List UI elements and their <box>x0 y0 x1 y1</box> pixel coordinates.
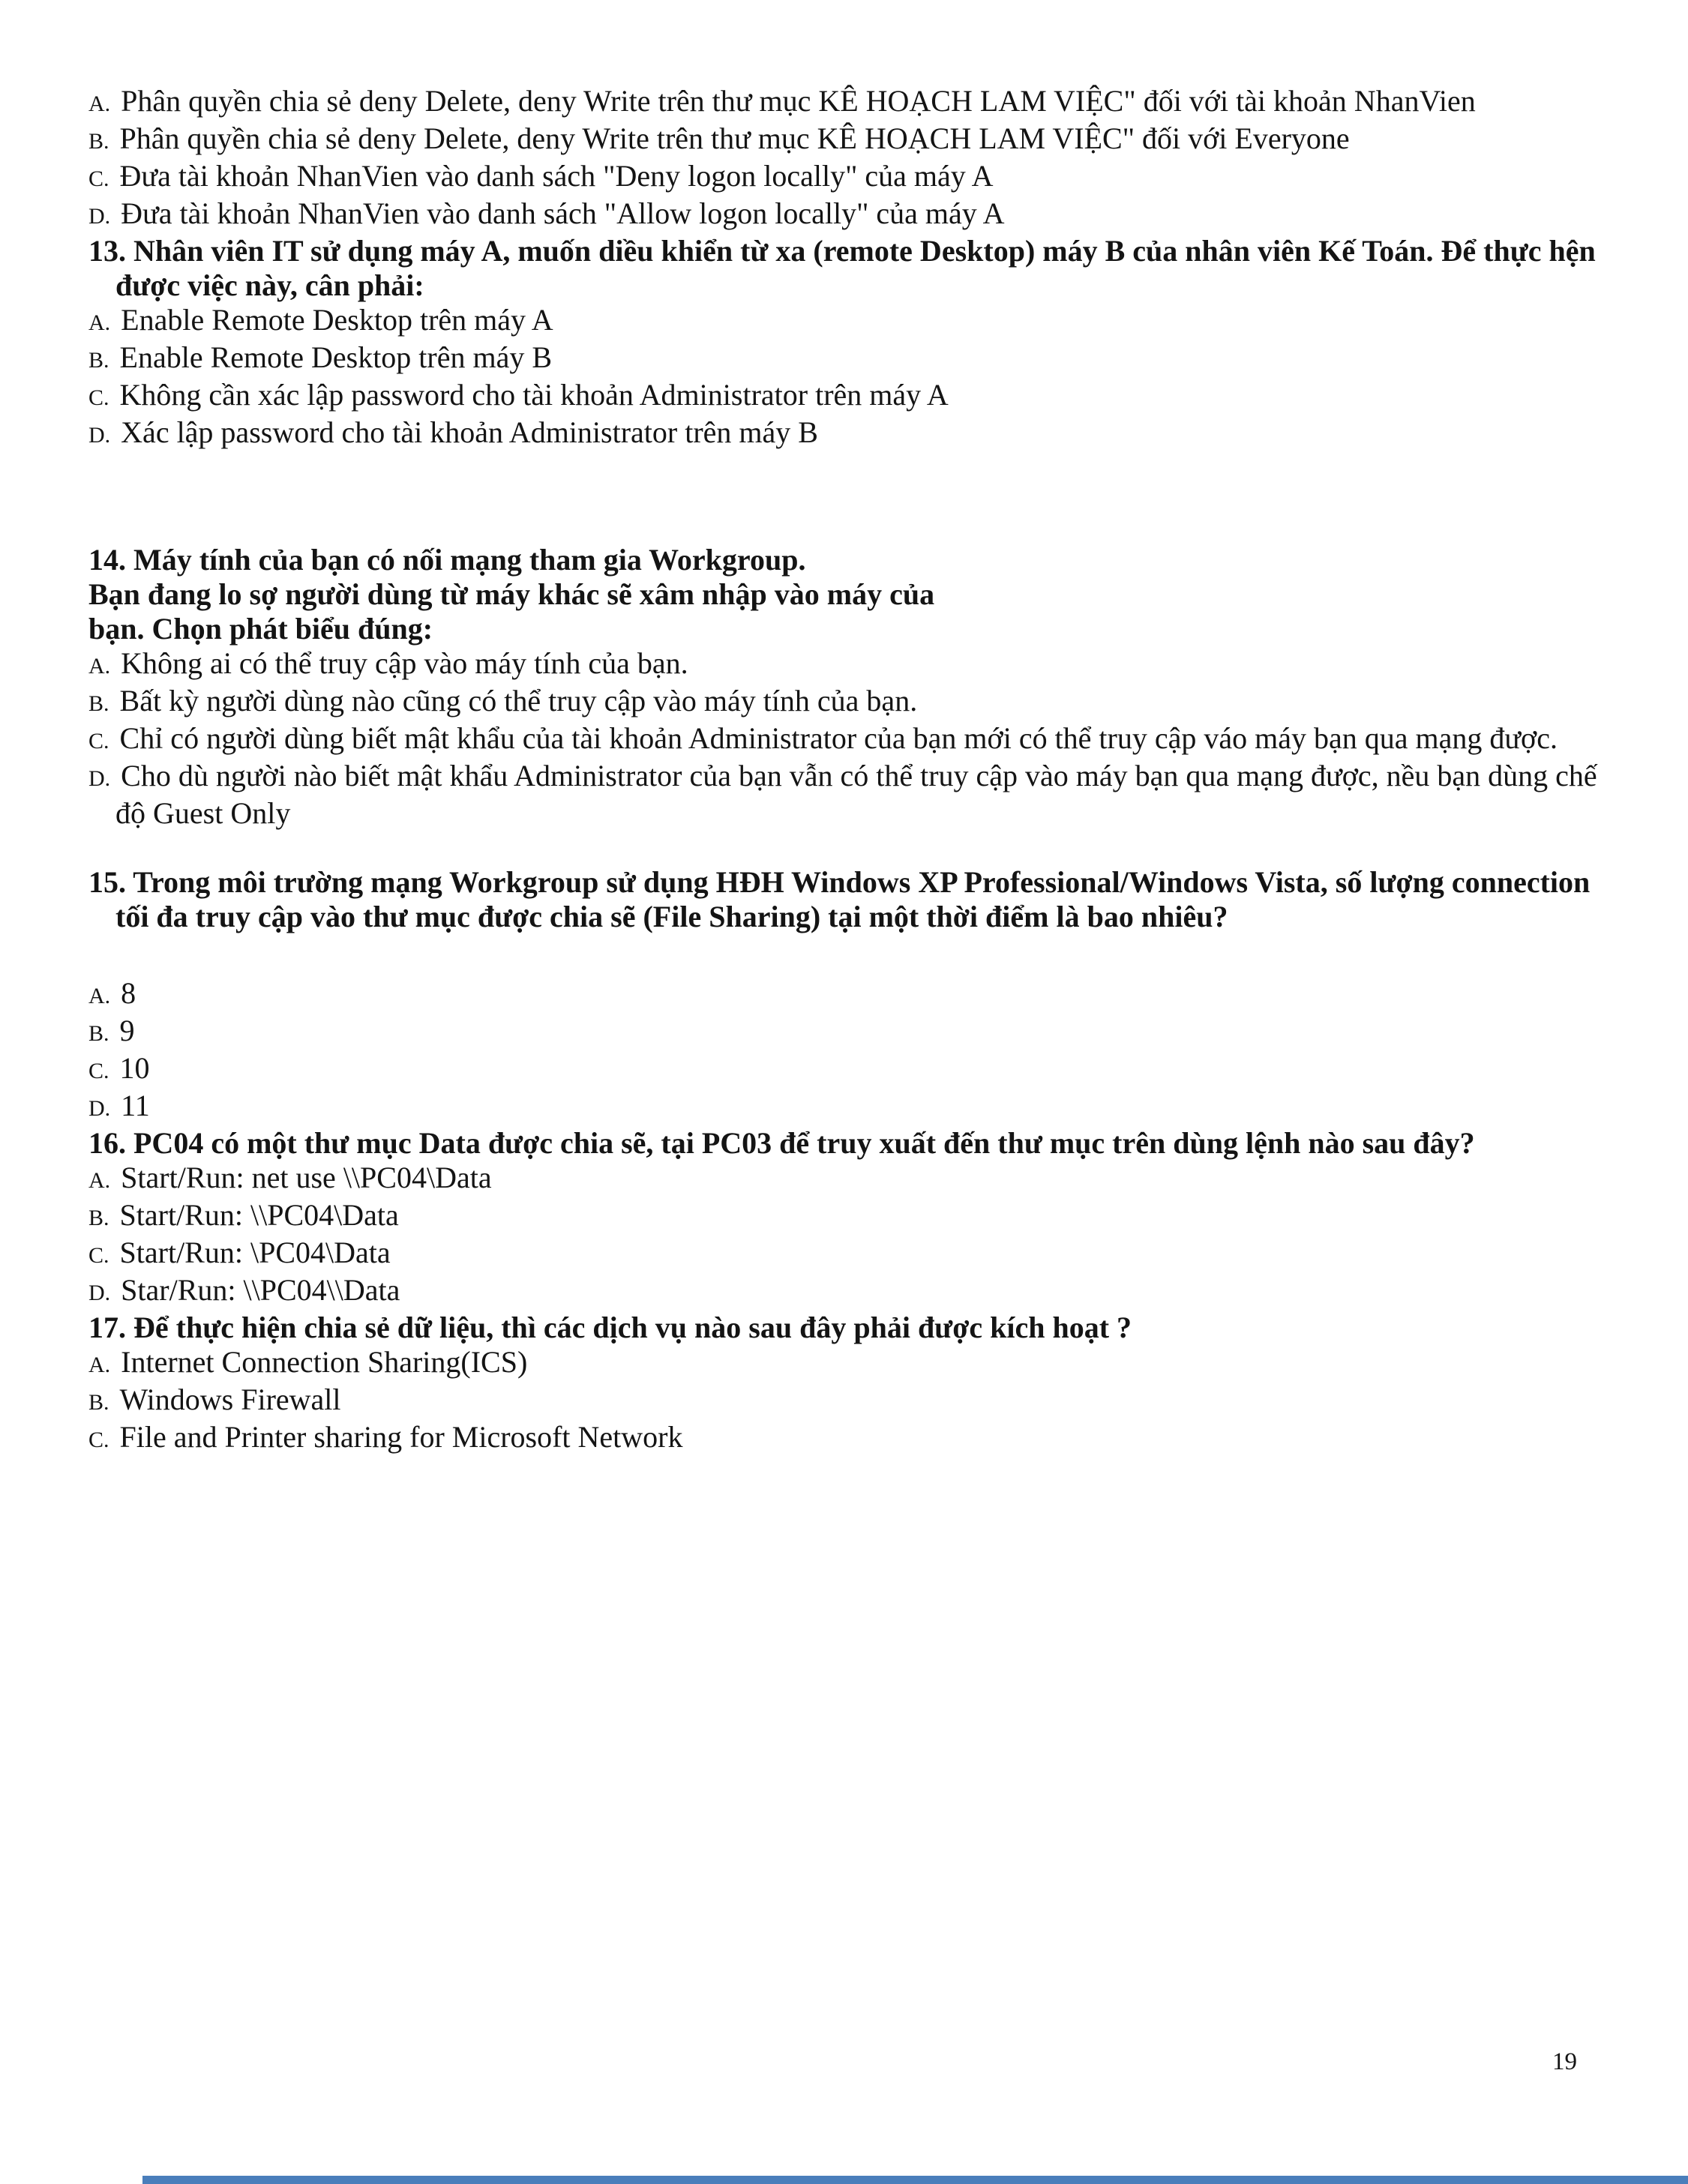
option-text: Phân quyền chia sẻ deny Delete, deny Write trên thư mục KÊ HOẠCH LAM VIỆC" đối với Everyone <box>119 121 1350 155</box>
answer-option <box>88 121 1604 159</box>
option-letter: C. <box>88 1428 109 1452</box>
option-text: Start/Run: \PC04\Data <box>119 1236 391 1269</box>
answer-option <box>88 196 1604 234</box>
answer-option <box>88 721 1604 759</box>
option-text: Xác lập password cho tài khoản Administrator trên máy B <box>121 415 818 449</box>
answer-option <box>88 1014 1604 1051</box>
option-letter: A. <box>88 310 111 335</box>
answer-option <box>88 684 1604 721</box>
answer-option <box>88 84 1604 121</box>
document-body <box>88 84 1604 1457</box>
vertical-space <box>88 934 1604 976</box>
option-text: Internet Connection Sharing(ICS) <box>121 1345 528 1379</box>
option-letter: A. <box>88 654 111 679</box>
answer-option <box>88 1198 1604 1236</box>
answer-option <box>88 1420 1604 1457</box>
option-letter: C. <box>88 385 109 410</box>
option-text: File and Printer sharing for Microsoft Network <box>119 1420 683 1454</box>
option-letter: C. <box>88 1059 109 1083</box>
option-text: Đưa tài khoản NhanVien vào danh sách "Deny logon locally" của máy A <box>119 159 994 193</box>
option-text: Start/Run: \\PC04\Data <box>119 1198 399 1232</box>
answer-option <box>88 303 1604 340</box>
answer-option <box>88 759 1604 831</box>
option-letter: D. <box>88 766 111 791</box>
answer-option <box>88 1161 1604 1198</box>
footer-accent-bar <box>142 2176 1688 2184</box>
answer-option <box>88 1383 1604 1420</box>
question-text-line: bạn. Chọn phát biểu đúng: <box>88 612 433 646</box>
vertical-space <box>88 831 1604 865</box>
option-letter: D. <box>88 204 111 229</box>
option-text: Cho dù người nào biết mật khẩu Administrator của bạn vẫn có thể truy cập vào máy bạn qua mạng được, nều bạn dùng chế độ Guest Only <box>115 759 1597 830</box>
answer-option <box>88 378 1604 415</box>
option-letter: A. <box>88 1168 111 1193</box>
question-text-line: Bạn đang lo sợ người dùng từ máy khác sẽ xâm nhập vào máy của <box>88 577 935 611</box>
option-text: Chỉ có người dùng biết mật khẩu của tài khoản Administrator của bạn mới có thể truy cập váo máy bạn qua mạng được. <box>119 721 1558 755</box>
option-text: Bất kỳ người dùng nào cũng có thể truy cập vào máy tính của bạn. <box>119 684 918 718</box>
option-letter: D. <box>88 1096 111 1121</box>
answer-option <box>88 1273 1604 1311</box>
answer-option <box>88 415 1604 453</box>
answer-option <box>88 1051 1604 1089</box>
option-text: 9 <box>119 1014 135 1047</box>
option-text: Star/Run: \\PC04\\Data <box>121 1273 400 1307</box>
answer-option <box>88 340 1604 378</box>
option-letter: B. <box>88 1206 109 1230</box>
option-letter: D. <box>88 423 111 448</box>
option-text: Phân quyền chia sẻ deny Delete, deny Write trên thư mục KÊ HOẠCH LAM VIỆC" đối với tài khoản NhanVien <box>121 84 1476 118</box>
option-letter: A. <box>88 1353 111 1377</box>
question-text: 16. PC04 có một thư mục Data được chia sẽ, tại PC03 để truy xuất đến thư mục trên dùng lệnh nào sau đây? <box>88 1126 1475 1160</box>
option-letter: C. <box>88 166 109 191</box>
option-text: 10 <box>119 1051 150 1085</box>
question-text: 17. Để thực hiện chia sẻ dữ liệu, thì các dịch vụ nào sau đây phải được kích hoạt ? <box>88 1311 1132 1344</box>
question-text-line: 14. Máy tính của bạn có nối mạng tham gia Workgroup. <box>88 543 806 577</box>
option-letter: B. <box>88 691 109 716</box>
answer-option <box>88 646 1604 684</box>
option-text: Start/Run: net use \\PC04\Data <box>121 1161 492 1194</box>
option-letter: C. <box>88 729 109 753</box>
page-number: 19 <box>1552 2048 1577 2075</box>
answer-option <box>88 159 1604 196</box>
option-letter: A. <box>88 984 111 1008</box>
answer-option <box>88 1089 1604 1126</box>
option-text: Windows Firewall <box>119 1383 341 1416</box>
option-text: 11 <box>121 1089 150 1122</box>
option-letter: C. <box>88 1243 109 1268</box>
option-letter: B. <box>88 129 109 154</box>
answer-option <box>88 1345 1604 1383</box>
answer-option <box>88 1236 1604 1273</box>
answer-option <box>88 976 1604 1014</box>
option-text: Không cần xác lập password cho tài khoản Administrator trên máy A <box>119 378 949 412</box>
option-text: Đưa tài khoản NhanVien vào danh sách "Allow logon locally" của máy A <box>121 196 1005 230</box>
option-letter: B. <box>88 1021 109 1046</box>
vertical-space <box>88 453 1604 543</box>
option-letter: B. <box>88 1390 109 1415</box>
option-letter: D. <box>88 1281 111 1305</box>
question-text: 15. Trong môi trường mạng Workgroup sử dụng HĐH Windows XP Professional/Windows Vista, số lượng connection tối đa truy cập vào thư mục được chia sẽ (File Sharing) tại một thời điểm là bao nhiêu? <box>88 865 1591 933</box>
option-letter: B. <box>88 348 109 373</box>
option-text: Không ai có thể truy cập vào máy tính của bạn. <box>121 646 688 680</box>
option-text: 8 <box>121 976 136 1010</box>
option-text: Enable Remote Desktop trên máy A <box>121 303 553 337</box>
option-letter: A. <box>88 91 111 116</box>
question-text: 13. Nhân viên IT sử dụng máy A, muốn diều khiển từ xa (remote Desktop) máy B của nhân viên Kế Toán. Để thực hện được việc này, cân phải: <box>88 234 1596 302</box>
option-text: Enable Remote Desktop trên máy B <box>119 340 553 374</box>
